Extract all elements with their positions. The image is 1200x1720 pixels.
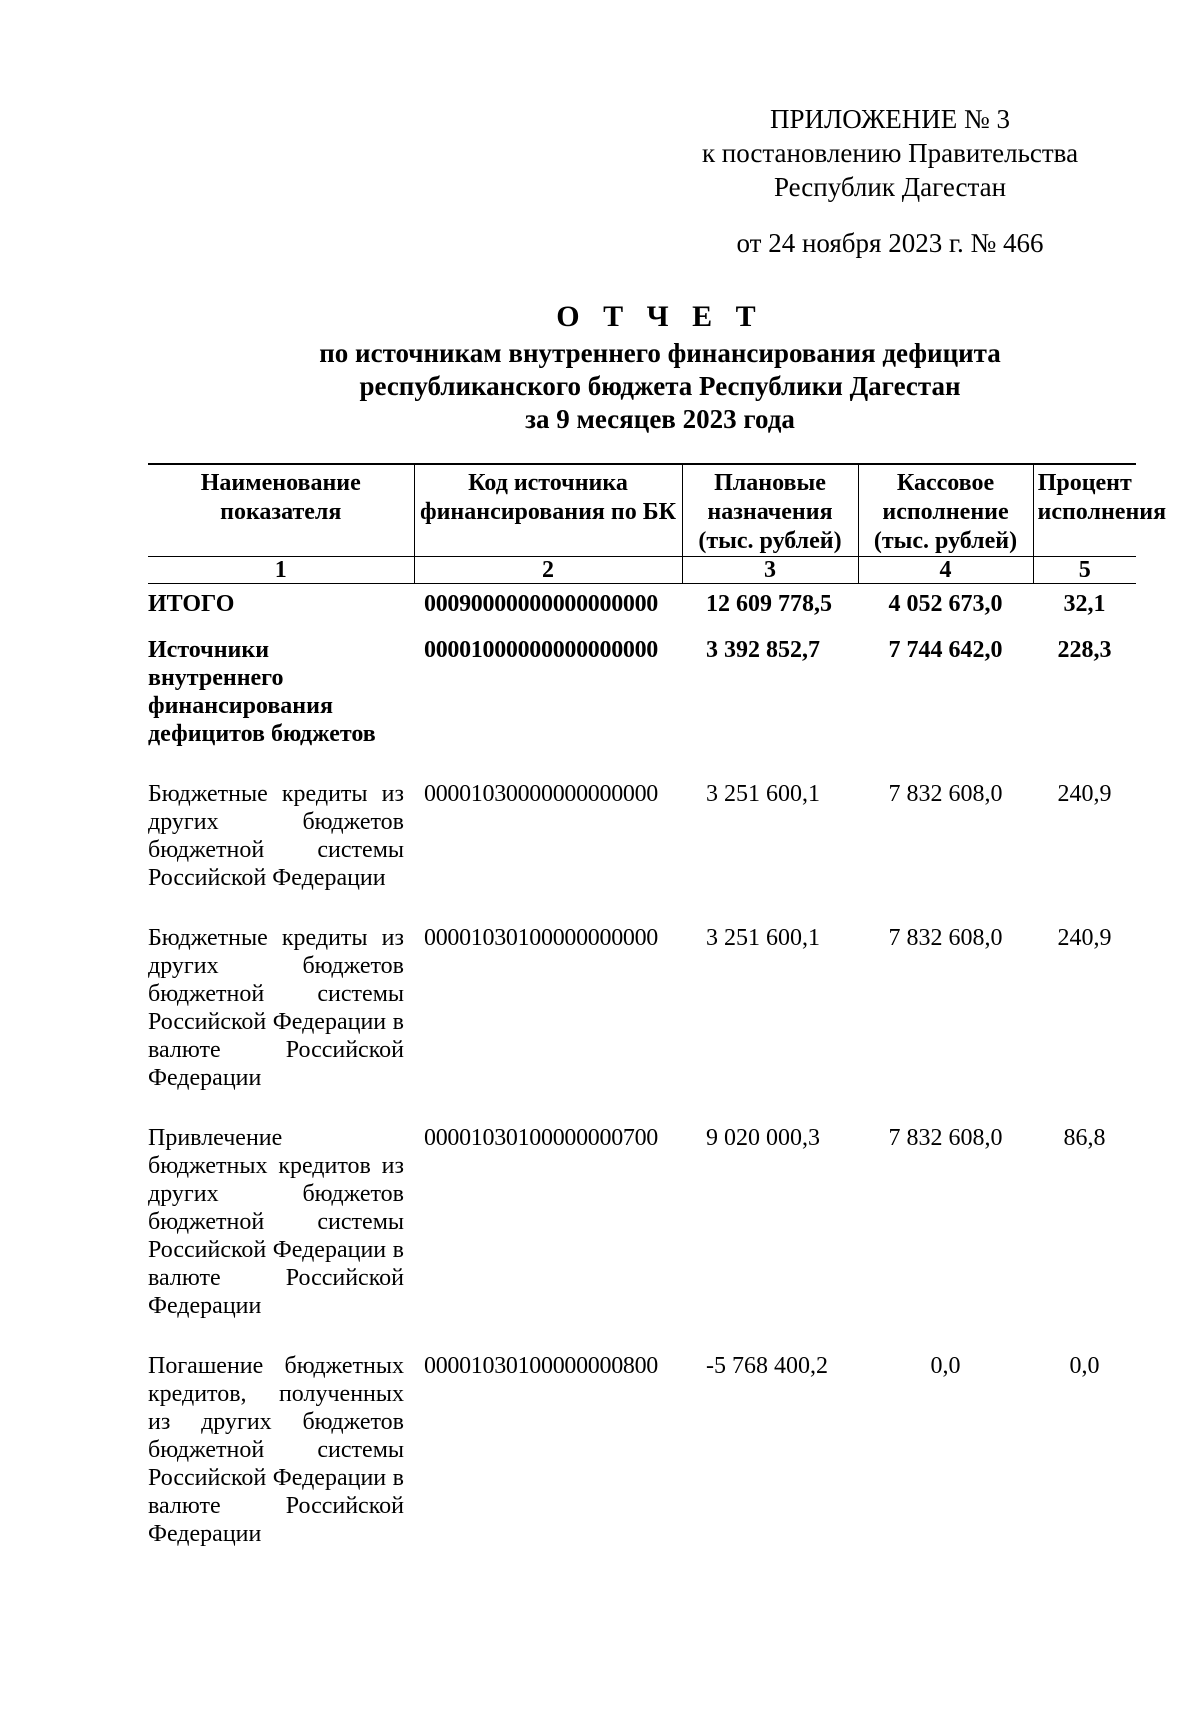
appendix-line-1: к постановлению Правительства (701, 138, 1079, 168)
row-code: 00090000000000000000 (424, 591, 659, 617)
row-name: Источники внутреннего финансирования дефицитов бюджетов (148, 637, 376, 747)
row-name: ИТОГО (148, 591, 235, 617)
row-name: Бюджетные кредиты из других бюджетов бюджетной системы Российской Федерации (148, 781, 404, 891)
row-code: 00001030100000000700 (424, 1125, 659, 1151)
row-plan: 3 251 600,1 (706, 781, 820, 807)
row-name: Бюджетные кредиты из других бюджетов бюджетной системы Российской Федерации в валюте Российской Федерации (148, 925, 404, 1091)
row-pct: 86,8 (1063, 1125, 1106, 1151)
table-row (148, 918, 1136, 1118)
row-plan: 9 020 000,3 (706, 1125, 820, 1151)
column-number: 5 (1033, 557, 1136, 584)
table-row (148, 630, 1136, 774)
appendix-title: ПРИЛОЖЕНИЕ № 3 (769, 104, 1011, 134)
appendix-date: от 24 ноября 2023 г. № 466 (736, 228, 1044, 258)
row-code: 00001000000000000000 (424, 637, 659, 663)
row-code: 00001030100000000000 (424, 925, 659, 951)
header-pct: Процент исполнения (1033, 464, 1136, 557)
row-exec: 7 832 608,0 (888, 1125, 1003, 1151)
row-plan: 12 609 778,5 (706, 591, 832, 617)
row-pct: 32,1 (1063, 591, 1106, 617)
column-number-row (148, 557, 1136, 584)
table-row (148, 774, 1136, 918)
table-row (148, 1118, 1136, 1346)
row-name: Погашение бюджетных кредитов, полученных из других бюджетов бюджетной системы Российской Федерации в валюте Российской Федерации (148, 1353, 404, 1547)
report-subtitle-1: по источникам внутреннего финансирования дефицита (319, 338, 1001, 368)
row-exec: 7 832 608,0 (888, 925, 1003, 951)
report-subtitle-2: республиканского бюджета Республики Дагестан (359, 371, 961, 401)
appendix-block (660, 102, 1120, 260)
row-exec: 0,0 (930, 1353, 961, 1379)
report-title: О Т Ч Е Т (556, 300, 764, 333)
row-pct: 240,9 (1057, 781, 1112, 807)
row-pct: 228,3 (1057, 637, 1112, 663)
row-code: 00001030000000000000 (424, 781, 659, 807)
report-subtitle-3: за 9 месяцев 2023 года (525, 404, 795, 434)
column-number: 4 (858, 557, 1033, 584)
row-exec: 7 832 608,0 (888, 781, 1003, 807)
appendix-line-2: Республик Дагестан (773, 172, 1007, 202)
header-code: Код источника финансирования по БК (414, 464, 682, 557)
header-name: Наименование показателя (148, 464, 414, 557)
row-code: 00001030100000000800 (424, 1353, 659, 1379)
table-row-total (148, 584, 1136, 631)
column-number: 3 (682, 557, 858, 584)
header-exec: Кассовое исполнение (тыс. рублей) (858, 464, 1033, 557)
row-exec: 7 744 642,0 (888, 637, 1003, 663)
row-pct: 240,9 (1057, 925, 1112, 951)
row-plan: -5 768 400,2 (706, 1353, 828, 1379)
row-exec: 4 052 673,0 (888, 591, 1003, 617)
table-header-row (148, 464, 1136, 557)
row-name: Привлечение бюджетных кредитов из других бюджетов бюджетной системы Российской Федерации в валюте Российской Федерации (148, 1125, 404, 1319)
header-plan: Плановые назначения (тыс. рублей) (682, 464, 858, 557)
row-plan: 3 392 852,7 (706, 637, 820, 663)
report-table (148, 463, 1167, 1574)
column-number: 2 (414, 557, 682, 584)
column-number: 1 (148, 557, 414, 584)
row-plan: 3 251 600,1 (706, 925, 820, 951)
table-row (148, 1346, 1136, 1574)
row-pct: 0,0 (1069, 1353, 1100, 1379)
report-title-block (120, 300, 1200, 436)
